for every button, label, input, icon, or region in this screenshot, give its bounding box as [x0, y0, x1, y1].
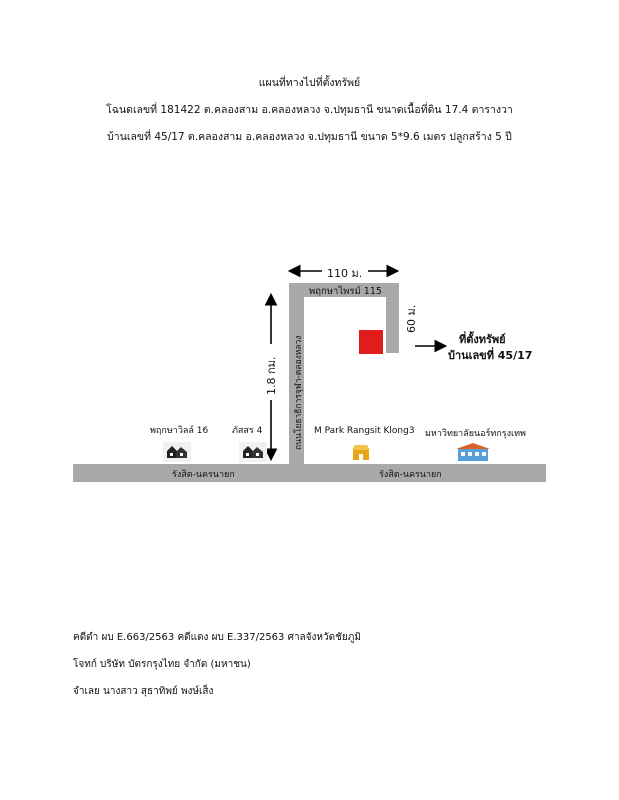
target-label-2: บ้านเลขที่ 45/17	[448, 349, 533, 362]
university-icon	[455, 442, 491, 462]
distance-right-label: 60 ม.	[405, 304, 418, 333]
landmark-label-2: ภัสสร 4	[232, 426, 263, 436]
main-road-label-right: รังสิต-นครนายก	[379, 470, 442, 480]
target-label-1: ที่ตั้งทรัพย์	[459, 333, 506, 346]
deed-info: โฉนดเลขที่ 181422 ต.คลองสาม อ.คลองหลวง จ.ปทุมธานี ขนาดเนื้อที่ดิน 17.4 ตารางวา	[106, 104, 513, 116]
house-icon	[163, 442, 191, 462]
landmark-label-3: M Park Rangsit Klong3	[314, 426, 415, 436]
main-road-label-left: รังสิต-นครนายก	[172, 470, 235, 480]
plaintiff-info: โจทก์ บริษัท บัตรกรุงไทย จำกัด (มหาชน)	[73, 659, 251, 670]
case-info: คดีดำ ผบ E.663/2563 คดีแดง ผบ E.337/2563 ศาลจังหวัดชัยภูมิ	[73, 632, 361, 643]
house-icon	[239, 442, 267, 462]
landmark-label-4: มหาวิทยาลัยนอร์ทกรุงเทพ	[425, 429, 526, 439]
page-title: แผนที่ทางไปที่ตั้งทรัพย์	[258, 77, 361, 89]
house-info: บ้านเลขที่ 45/17 ต.คลองสาม อ.คลองหลวง จ.ปทุมธานี ขนาด 5*9.6 เมตร ปลูกสร้าง 5 ปี	[107, 131, 512, 143]
soi-name-label: พฤกษาไพรม์ 115	[309, 286, 382, 297]
landmark-label-1: พฤกษาวิลล์ 16	[150, 426, 209, 436]
defendant-info: จำเลย นางสาว สุธาทิพย์ พงษ์เส็ง	[73, 686, 214, 697]
vertical-road-label: ถนนโยธาธิการจุฬา-คลองหลวง	[294, 335, 304, 450]
distance-top-label: 110 ม.	[327, 267, 363, 280]
distance-left-label: 1.8 กม.	[265, 356, 278, 395]
shop-icon	[351, 443, 371, 461]
